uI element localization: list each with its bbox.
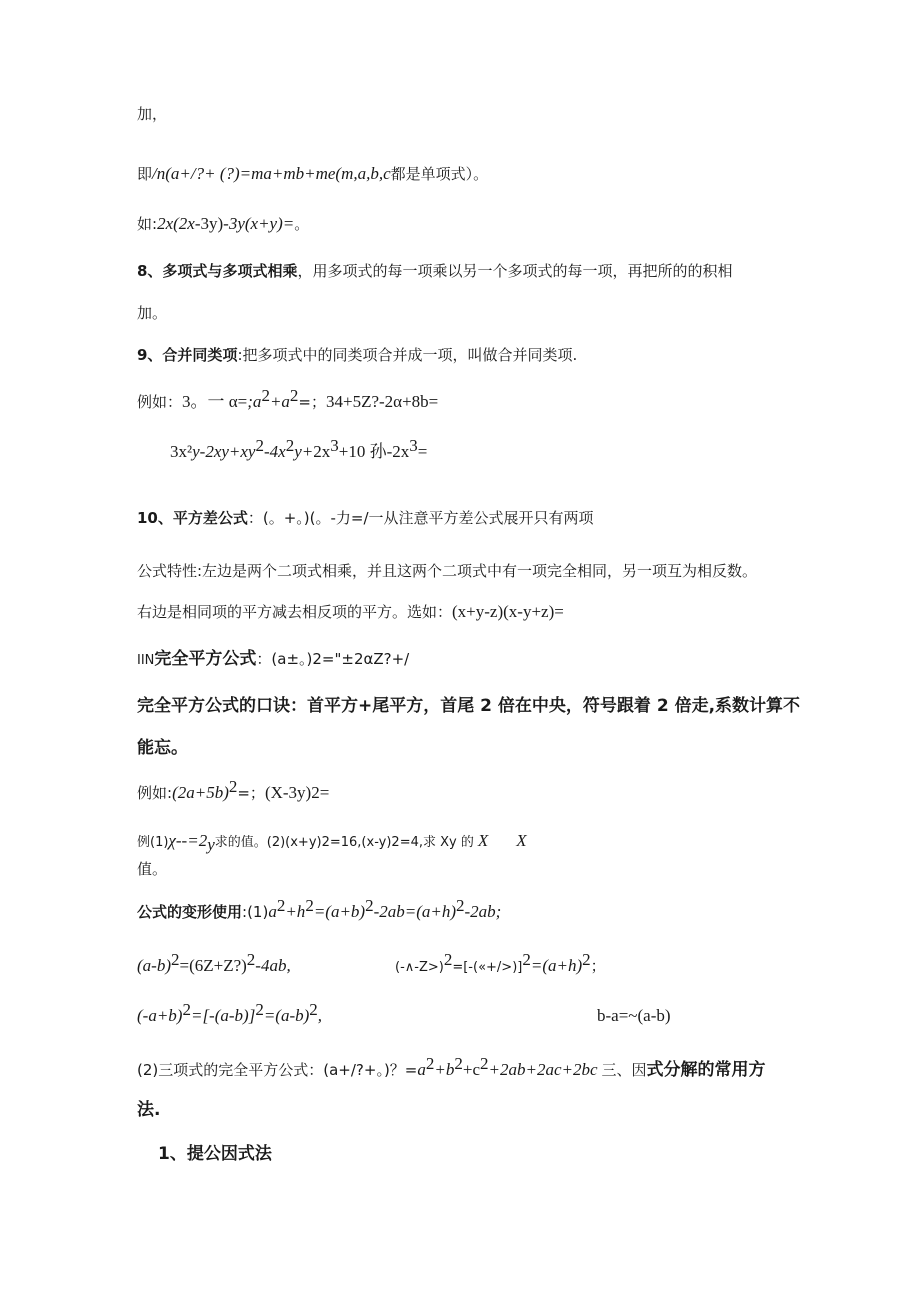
heading-multiply-polynomials: 8、多项式与多项式相乘 <box>137 262 298 280</box>
formula: χ--=2 <box>168 831 208 850</box>
text-line-20b <box>597 1005 671 1027</box>
formula: =(a+b) <box>313 902 366 921</box>
formula: = <box>417 442 428 461</box>
text-line-14 <box>137 737 188 759</box>
formula: 3y(x+y)= <box>228 214 295 233</box>
formula: +10 孙-2x <box>338 442 410 461</box>
text: 加。 <box>137 304 168 322</box>
formula: (-a+b) <box>137 1006 183 1025</box>
formula: =[-(«+/>)] <box>452 960 523 975</box>
formula: 3y)- <box>200 214 229 233</box>
formula: , <box>317 1006 323 1025</box>
text: IIN <box>137 653 155 668</box>
text: ； <box>590 957 606 975</box>
formula: +a <box>269 392 290 411</box>
text: 值。 <box>137 860 168 878</box>
formula: /n(a+/?+ (?)=ma+mb+me(m,a,b,c <box>152 164 391 183</box>
exponent: 2 <box>255 436 264 455</box>
text: 加， <box>137 105 168 123</box>
text: ：(。+。)(。-力=/一从注意平方差公式展开只有两项 <box>247 509 594 527</box>
text: 例如： <box>137 393 183 411</box>
text-line-2 <box>137 163 488 185</box>
text-line-13 <box>137 695 800 717</box>
exponent: 2 <box>456 896 465 915</box>
text: ，用多项式的每一项乘以另一个多项式的每一项，再把所的的积相 <box>297 262 733 280</box>
heading-combine-like-terms: 9、合并同类项 <box>137 346 238 364</box>
exponent: 2 <box>170 950 180 969</box>
formula: (-∧-Z>) <box>395 960 444 975</box>
text: 右边是相同项的平方减去相反项的平方。选如： <box>137 603 453 621</box>
exponent: 2 <box>480 1054 489 1073</box>
text: (2)三项式的完全平方公式：(a+/?+。)？= <box>137 1061 418 1079</box>
exponent: 2 <box>246 950 256 969</box>
text-line-17 <box>137 858 167 880</box>
exponent: 2 <box>261 386 270 405</box>
text-line-22 <box>137 1099 160 1121</box>
exponent: 3 <box>330 436 339 455</box>
formula: 3。一 α= <box>182 392 248 411</box>
formula: y+ <box>294 442 314 461</box>
formula: =(a-b) <box>263 1006 310 1025</box>
exponent: 2 <box>443 950 453 969</box>
exponent: 2 <box>228 777 238 796</box>
text-line-10 <box>137 560 757 582</box>
text: 例如: <box>137 784 173 802</box>
formula: =(a+h) <box>530 956 583 975</box>
text-line-19b <box>395 950 606 979</box>
formula: 3x² <box>170 442 193 461</box>
text: 公式特性:左边是两个二项式相乘，并且这两个二项式中有一项完全相同，另一项互为相反数。 <box>137 562 758 580</box>
text-line-7 <box>137 386 439 413</box>
text-line-5 <box>137 302 167 324</box>
formula: X <box>477 831 489 850</box>
text-line-1 <box>137 103 167 125</box>
text: :把多项式中的同类项合并成一项，叫做合并同类项. <box>237 346 578 364</box>
formula: -4x <box>263 442 286 461</box>
formula: -2ab; <box>464 902 502 921</box>
text-line-19a <box>137 950 291 977</box>
exponent: 2 <box>582 950 591 969</box>
formula: a <box>417 1060 426 1079</box>
exponent: 2 <box>454 1054 463 1073</box>
heading-common-factor: 1、提公因式法 <box>158 1144 272 1164</box>
exponent: 2 <box>425 1054 435 1073</box>
formula: +2ab+2ac+2bc <box>488 1060 598 1079</box>
text: 求的值。(2)(x+y)2=16,(x-y)2=4,求 Xy 的 <box>214 835 474 850</box>
formula: -2ab=(a+h) <box>373 902 457 921</box>
formula: 2x <box>313 442 331 461</box>
formula: +b <box>434 1060 455 1079</box>
text-line-3 <box>137 213 309 235</box>
text: 三、因 <box>601 1061 647 1079</box>
heading-factoring-methods-cont: 法. <box>137 1100 161 1120</box>
formula: b-a=~(a-b) <box>597 1006 671 1025</box>
exponent: 2 <box>182 1000 191 1019</box>
formula: +h <box>285 902 306 921</box>
exponent: 2 <box>305 896 314 915</box>
formula: =(6Z+Z?) <box>179 956 247 975</box>
text-line-8 <box>170 436 428 463</box>
text: 如: <box>137 215 158 233</box>
formula: (2a+5b) <box>172 783 229 802</box>
heading-factoring-methods: 式分解的常用方 <box>646 1060 766 1080</box>
exponent: 3 <box>409 436 418 455</box>
text-line-11 <box>137 601 564 623</box>
text-line-15 <box>137 777 330 804</box>
heading-formula-variants: 公式的变形使用 <box>137 903 243 921</box>
mnemonic: 能忘。 <box>137 738 188 758</box>
text: 例(1) <box>137 835 169 850</box>
text-line-9 <box>137 507 594 529</box>
formula: X <box>516 831 527 850</box>
formula: y-2xy+xy <box>192 442 256 461</box>
heading-perfect-square: 完全平方公式 <box>154 649 257 669</box>
formula: 34+5Z?-2α+8b= <box>326 392 439 411</box>
text-line-16 <box>137 830 527 854</box>
formula: (x+y-z)(x-y+z)= <box>452 602 564 621</box>
formula: +c <box>462 1060 480 1079</box>
exponent: 2 <box>522 950 531 969</box>
text-line-12 <box>137 648 409 672</box>
text-line-18 <box>137 896 502 923</box>
exponent: 2 <box>365 896 374 915</box>
text: 即 <box>137 165 153 183</box>
mnemonic: 完全平方公式的口诀：首平方+尾平方，首尾 2 倍在中央，符号跟着 2 倍走,系数计算不 <box>137 696 801 716</box>
formula: -4ab, <box>255 956 291 975</box>
text-line-21 <box>137 1054 766 1081</box>
text: :(1) <box>242 903 269 921</box>
formula: =[-(a-b)] <box>190 1006 256 1025</box>
text: 。 <box>294 215 310 233</box>
text-line-20a <box>137 1000 323 1027</box>
exponent: 2 <box>255 1000 264 1019</box>
text-line-6 <box>137 344 577 366</box>
text-line-23 <box>158 1143 272 1165</box>
formula: 2x(2x- <box>157 214 201 233</box>
text: =； <box>237 784 265 802</box>
exponent: 2 <box>285 436 295 455</box>
formula: (X-3y)2= <box>264 783 330 802</box>
heading-difference-of-squares: 10、平方差公式 <box>137 509 248 527</box>
formula: ：(a±。)2="±2αZ?+/ <box>256 650 410 668</box>
formula: ;a <box>247 392 262 411</box>
exponent: 2 <box>309 1000 318 1019</box>
text: =； <box>298 393 326 411</box>
formula: (a-b) <box>137 956 171 975</box>
formula: a <box>268 902 277 921</box>
subscript: y <box>207 835 215 854</box>
exponent: 2 <box>289 386 299 405</box>
text: 都是单项式）。 <box>390 165 489 183</box>
text-line-4 <box>137 260 732 282</box>
exponent: 2 <box>276 896 286 915</box>
